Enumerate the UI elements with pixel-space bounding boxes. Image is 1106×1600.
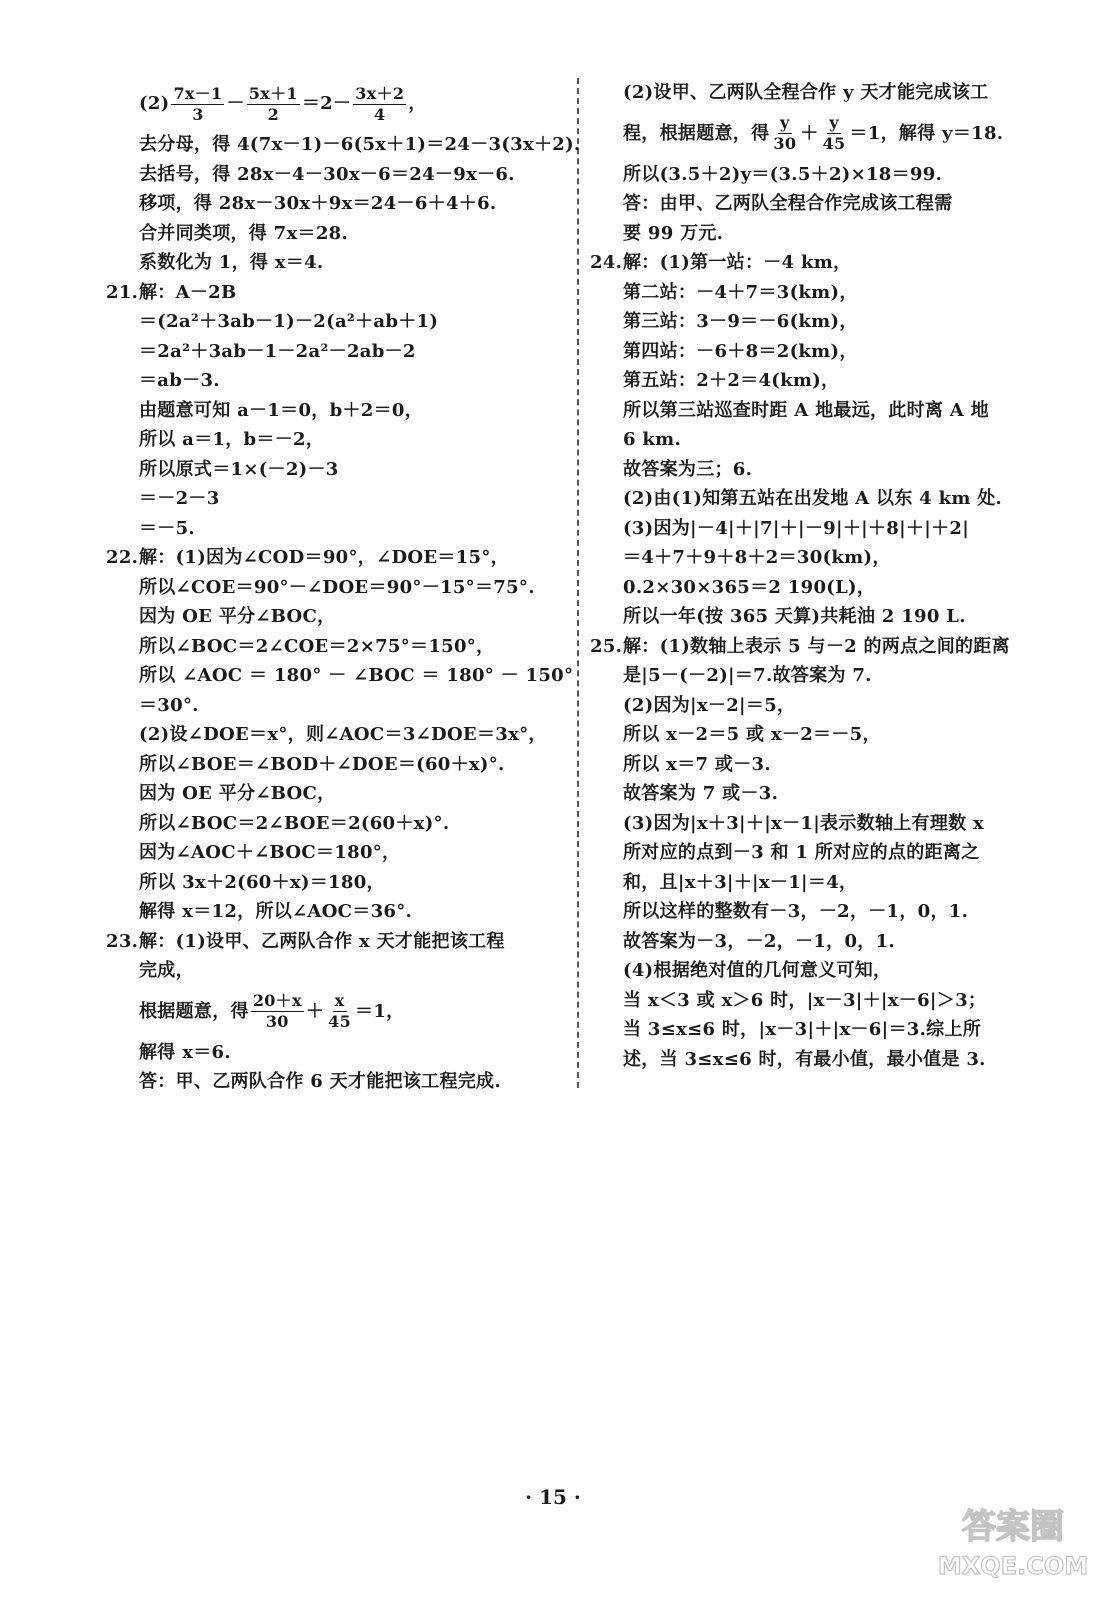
text-line: ＝30°. (139, 694, 199, 716)
operator: ＝2－ (301, 93, 352, 115)
text-line: 当 3≤x≤6 时，|x－3|＋|x－6|＝3.综上所 (623, 1019, 982, 1040)
text-line: ＝2a²＋3ab－1－2a²－2ab－2 (139, 340, 416, 362)
problem-25 (590, 632, 1045, 1075)
text-line: 第四站：－6＋8＝2(km)， (623, 340, 858, 362)
numerator: 20＋x (252, 991, 302, 1010)
numerator: y (780, 113, 790, 132)
text-line: 所以∠BOC＝2∠COE＝2×75°＝150°， (139, 635, 495, 657)
operator: ＋ (305, 1000, 325, 1022)
text-line: (3)因为|x＋3|＋|x－1|表示数轴上有理数 x (623, 812, 985, 834)
numerator: x (334, 991, 345, 1010)
text-line: 是|5－(－2)|＝7.故答案为 7. (623, 665, 872, 686)
text-line: 解得 x＝12，所以∠AOC＝36°. (139, 901, 413, 922)
text-line: 所以∠BOE＝∠BOD＋∠DOE＝(60＋x)°. (139, 753, 505, 775)
text-line: 解：(1)第一站：－4 km， (623, 252, 852, 273)
equation-prefix: 程，根据题意，得 (623, 122, 770, 144)
problem-number: 25. (590, 635, 623, 657)
text-line: 由题意可知 a－1＝0，b＋2＝0， (139, 399, 424, 421)
text-line: 第五站：2＋2＝4(km)， (623, 370, 840, 391)
problem-number: 22. (106, 547, 139, 568)
denominator: 30 (773, 134, 797, 153)
problem-23 (106, 927, 561, 1097)
text-line: (2)因为|x－2|＝5， (623, 694, 796, 716)
text-line: 故答案为三；6. (623, 458, 753, 480)
text-line: 所对应的点到－3 和 1 所对应的点的距离之 (623, 842, 980, 863)
fraction (251, 991, 304, 1032)
text-line: 移项，得 28x－30x＋9x＝24－6＋4＋6. (139, 193, 497, 214)
text-line: 所以 3x＋2(60＋x)＝180， (139, 871, 385, 893)
denominator: 45 (822, 134, 846, 153)
watermark-url: MXQE.COM (938, 1552, 1088, 1580)
numerator: y (829, 113, 839, 132)
text-line: ＝－5. (139, 517, 195, 539)
text-line: 和，且|x＋3|＋|x－1|＝4， (623, 871, 858, 893)
denominator: 4 (374, 104, 386, 124)
fraction (771, 113, 798, 154)
left-column (106, 78, 581, 1097)
problem-21 (106, 278, 561, 544)
text-line: 第三站：3－9＝－6(km)， (623, 311, 858, 332)
text-line: (2)设甲、乙两队全程合作 y 天才能完成该工 (623, 82, 989, 103)
text-line: 因为∠AOC＋∠BOC＝180°， (139, 842, 401, 863)
text-line: 解得 x＝6. (139, 1041, 231, 1063)
numerator: 3x＋2 (355, 83, 405, 103)
sub-label: (2) (139, 93, 170, 115)
fraction (353, 84, 406, 125)
text-line: 去分母，得 4(7x－1)－6(5x＋1)＝24－3(3x＋2). (139, 134, 581, 155)
text-line: (2)由(1)知第五站在出发地 A 以东 4 km 处. (623, 488, 1003, 509)
denominator: 45 (328, 1012, 352, 1031)
text-line: 答：由甲、乙两队全程合作完成该工程需 (623, 193, 953, 214)
text-line: 所以原式＝1×(－2)－3 (139, 458, 339, 480)
problem-22 (106, 543, 574, 927)
text-line: (3)因为|－4|＋|7|＋|－9|＋|＋8|＋|＋2| (623, 517, 970, 539)
equation-suffix: ＝1，解得 y＝18. (849, 122, 1004, 144)
text-line: ＝－2－3 (139, 488, 220, 509)
text-line: 去括号，得 28x－4－30x－6＝24－9x－6. (139, 163, 515, 185)
column-divider (577, 78, 579, 1088)
equation-prefix: 根据题意，得 (139, 1000, 249, 1022)
text-line: 故答案为－3，－2，－1，0，1. (623, 930, 895, 952)
text-line: (2)设∠DOE＝x°，则∠AOC＝3∠DOE＝3x°， (139, 724, 547, 745)
text-line: 故答案为 7 或－3. (623, 783, 779, 804)
text-line: 系数化为 1，得 x＝4. (139, 252, 324, 273)
fraction (326, 991, 353, 1032)
text-line: 合并同类项，得 7x＝28. (139, 222, 349, 244)
operator: － (226, 93, 245, 115)
problem-number: 21. (106, 281, 139, 303)
text-line: 当 x＜3 或 x＞6 时，|x－3|＋|x－6|＞3； (623, 989, 987, 1011)
text-line: 所以(3.5＋2)y＝(3.5＋2)×18＝99. (623, 163, 943, 185)
right-column (590, 78, 1045, 1074)
numerator: 5x＋1 (248, 83, 298, 103)
text-line: ＝ab－3. (139, 370, 220, 391)
text-line: 解：A－2B (139, 281, 237, 303)
denominator: 3 (192, 104, 204, 124)
equation-line (590, 108, 1045, 160)
text-line: 述，当 3≤x≤6 时，有最小值，最小值是 3. (623, 1048, 986, 1070)
text-line: 解：(1)数轴上表示 5 与－2 的两点之间的距离 (623, 635, 1010, 657)
page-number: · 15 · (525, 1485, 581, 1509)
text-line: 所以这样的整数有－3，－2，－1，0，1. (623, 901, 969, 922)
denominator: 30 (265, 1012, 289, 1031)
text-line: 所以 x＝7 或－3. (623, 753, 771, 775)
fraction (247, 84, 300, 125)
text-line: 因为 OE 平分∠BOC， (139, 783, 336, 804)
punctuation: ， (408, 93, 427, 115)
text-line: 第二站：－4＋7＝3(km)， (623, 281, 858, 303)
text-line: ＝(2a²＋3ab－1)－2(a²＋ab＋1) (139, 311, 439, 332)
watermark-title: 答案圈 (962, 1507, 1064, 1547)
text-line: 所以第三站巡查时距 A 地最远，此时离 A 地 (623, 399, 989, 421)
text-line: 所以∠BOC＝2∠BOE＝2(60＋x)°. (139, 812, 450, 834)
text-line: 因为 OE 平分∠BOC， (139, 606, 336, 627)
text-line: (4)根据绝对值的几何意义可知， (623, 960, 892, 981)
text-line: 要 99 万元. (623, 222, 724, 244)
text-line: ＝4＋7＋9＋8＋2＝30(km)， (623, 547, 891, 568)
equation-line (106, 986, 561, 1038)
text-line: 6 km. (623, 429, 682, 450)
text-line: 所以一年(按 365 天算)共耗油 2 190 L. (623, 606, 966, 627)
denominator: 2 (267, 104, 280, 124)
text-line: 解：(1)设甲、乙两队合作 x 天才能把该工程 (139, 930, 505, 952)
text-line: 完成， (139, 960, 194, 981)
equation-suffix: ＝1， (355, 1000, 405, 1022)
problem-number: 23. (106, 930, 139, 952)
text-line: 解：(1)因为∠COD＝90°，∠DOE＝15°， (139, 547, 509, 568)
text-line: 0.2×30×365＝2 190(L)， (623, 576, 876, 598)
text-line: 所以 a＝1，b＝－2， (139, 429, 325, 450)
text-line: 所以 ∠AOC ＝ 180° － ∠BOC ＝ 180° － 150° (139, 665, 574, 686)
problem-24 (590, 248, 1045, 632)
numerator: 7x－1 (173, 83, 223, 103)
text-line: 答：甲、乙两队合作 6 天才能把该工程完成. (139, 1071, 501, 1092)
fraction (821, 113, 848, 154)
equation-line (106, 78, 561, 130)
text-line: 所以 x－2＝5 或 x－2＝－5， (623, 724, 881, 745)
fraction (171, 84, 224, 125)
text-line: 所以∠COE＝90°－∠DOE＝90°－15°＝75°. (139, 576, 535, 598)
problem-number: 24. (590, 252, 623, 273)
operator: ＋ (800, 122, 819, 144)
watermark-logo (938, 1496, 1088, 1586)
